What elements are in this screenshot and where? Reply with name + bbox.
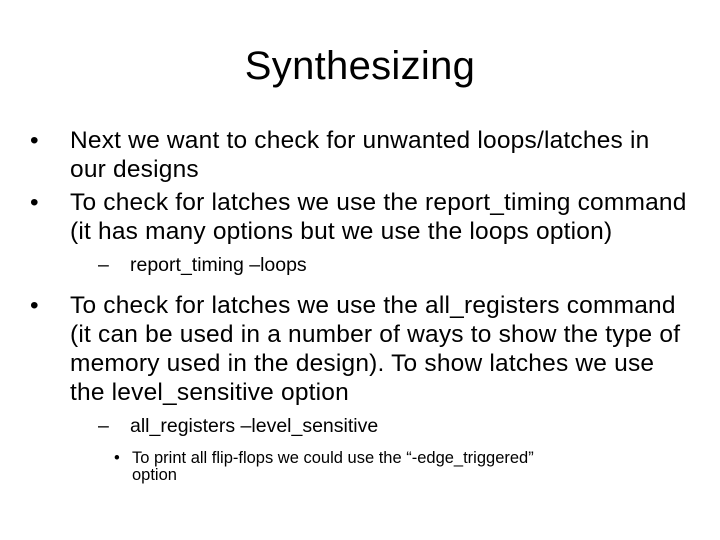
sub-bullet-marker: – [98, 415, 109, 437]
sub-sub-bullet-item [30, 450, 562, 484]
bullet-marker: • [30, 292, 39, 319]
bullet-text: To check for latches we use the report_timing command (it has many options but we use the loops option) [70, 189, 687, 245]
sub-bullet-marker: – [98, 254, 109, 276]
slide-body [30, 126, 690, 484]
bullet-marker: • [30, 127, 39, 154]
bullet-item [30, 126, 690, 184]
bullet-text: Next we want to check for unwanted loops/latches in our designs [70, 127, 650, 183]
sub-sub-bullet-marker: • [114, 449, 120, 467]
sub-bullet-item [30, 254, 690, 277]
sub-bullet-item [30, 415, 690, 438]
slide-title: Synthesizing [244, 44, 476, 88]
sub-bullet-text: report_timing –loops [130, 254, 307, 276]
bullet-item [30, 291, 690, 407]
bullet-text: To check for latches we use the all_registers command (it can be used in a number of ways to show the type of memory used in the design). To show latches we use the level_sensitive option [70, 292, 681, 406]
sub-bullet-text: all_registers –level_sensitive [130, 415, 379, 437]
bullet-item [30, 188, 690, 246]
bullet-marker: • [30, 189, 39, 216]
sub-sub-bullet-text: To print all flip-flops we could use the “-edge_triggered” option [132, 449, 534, 484]
